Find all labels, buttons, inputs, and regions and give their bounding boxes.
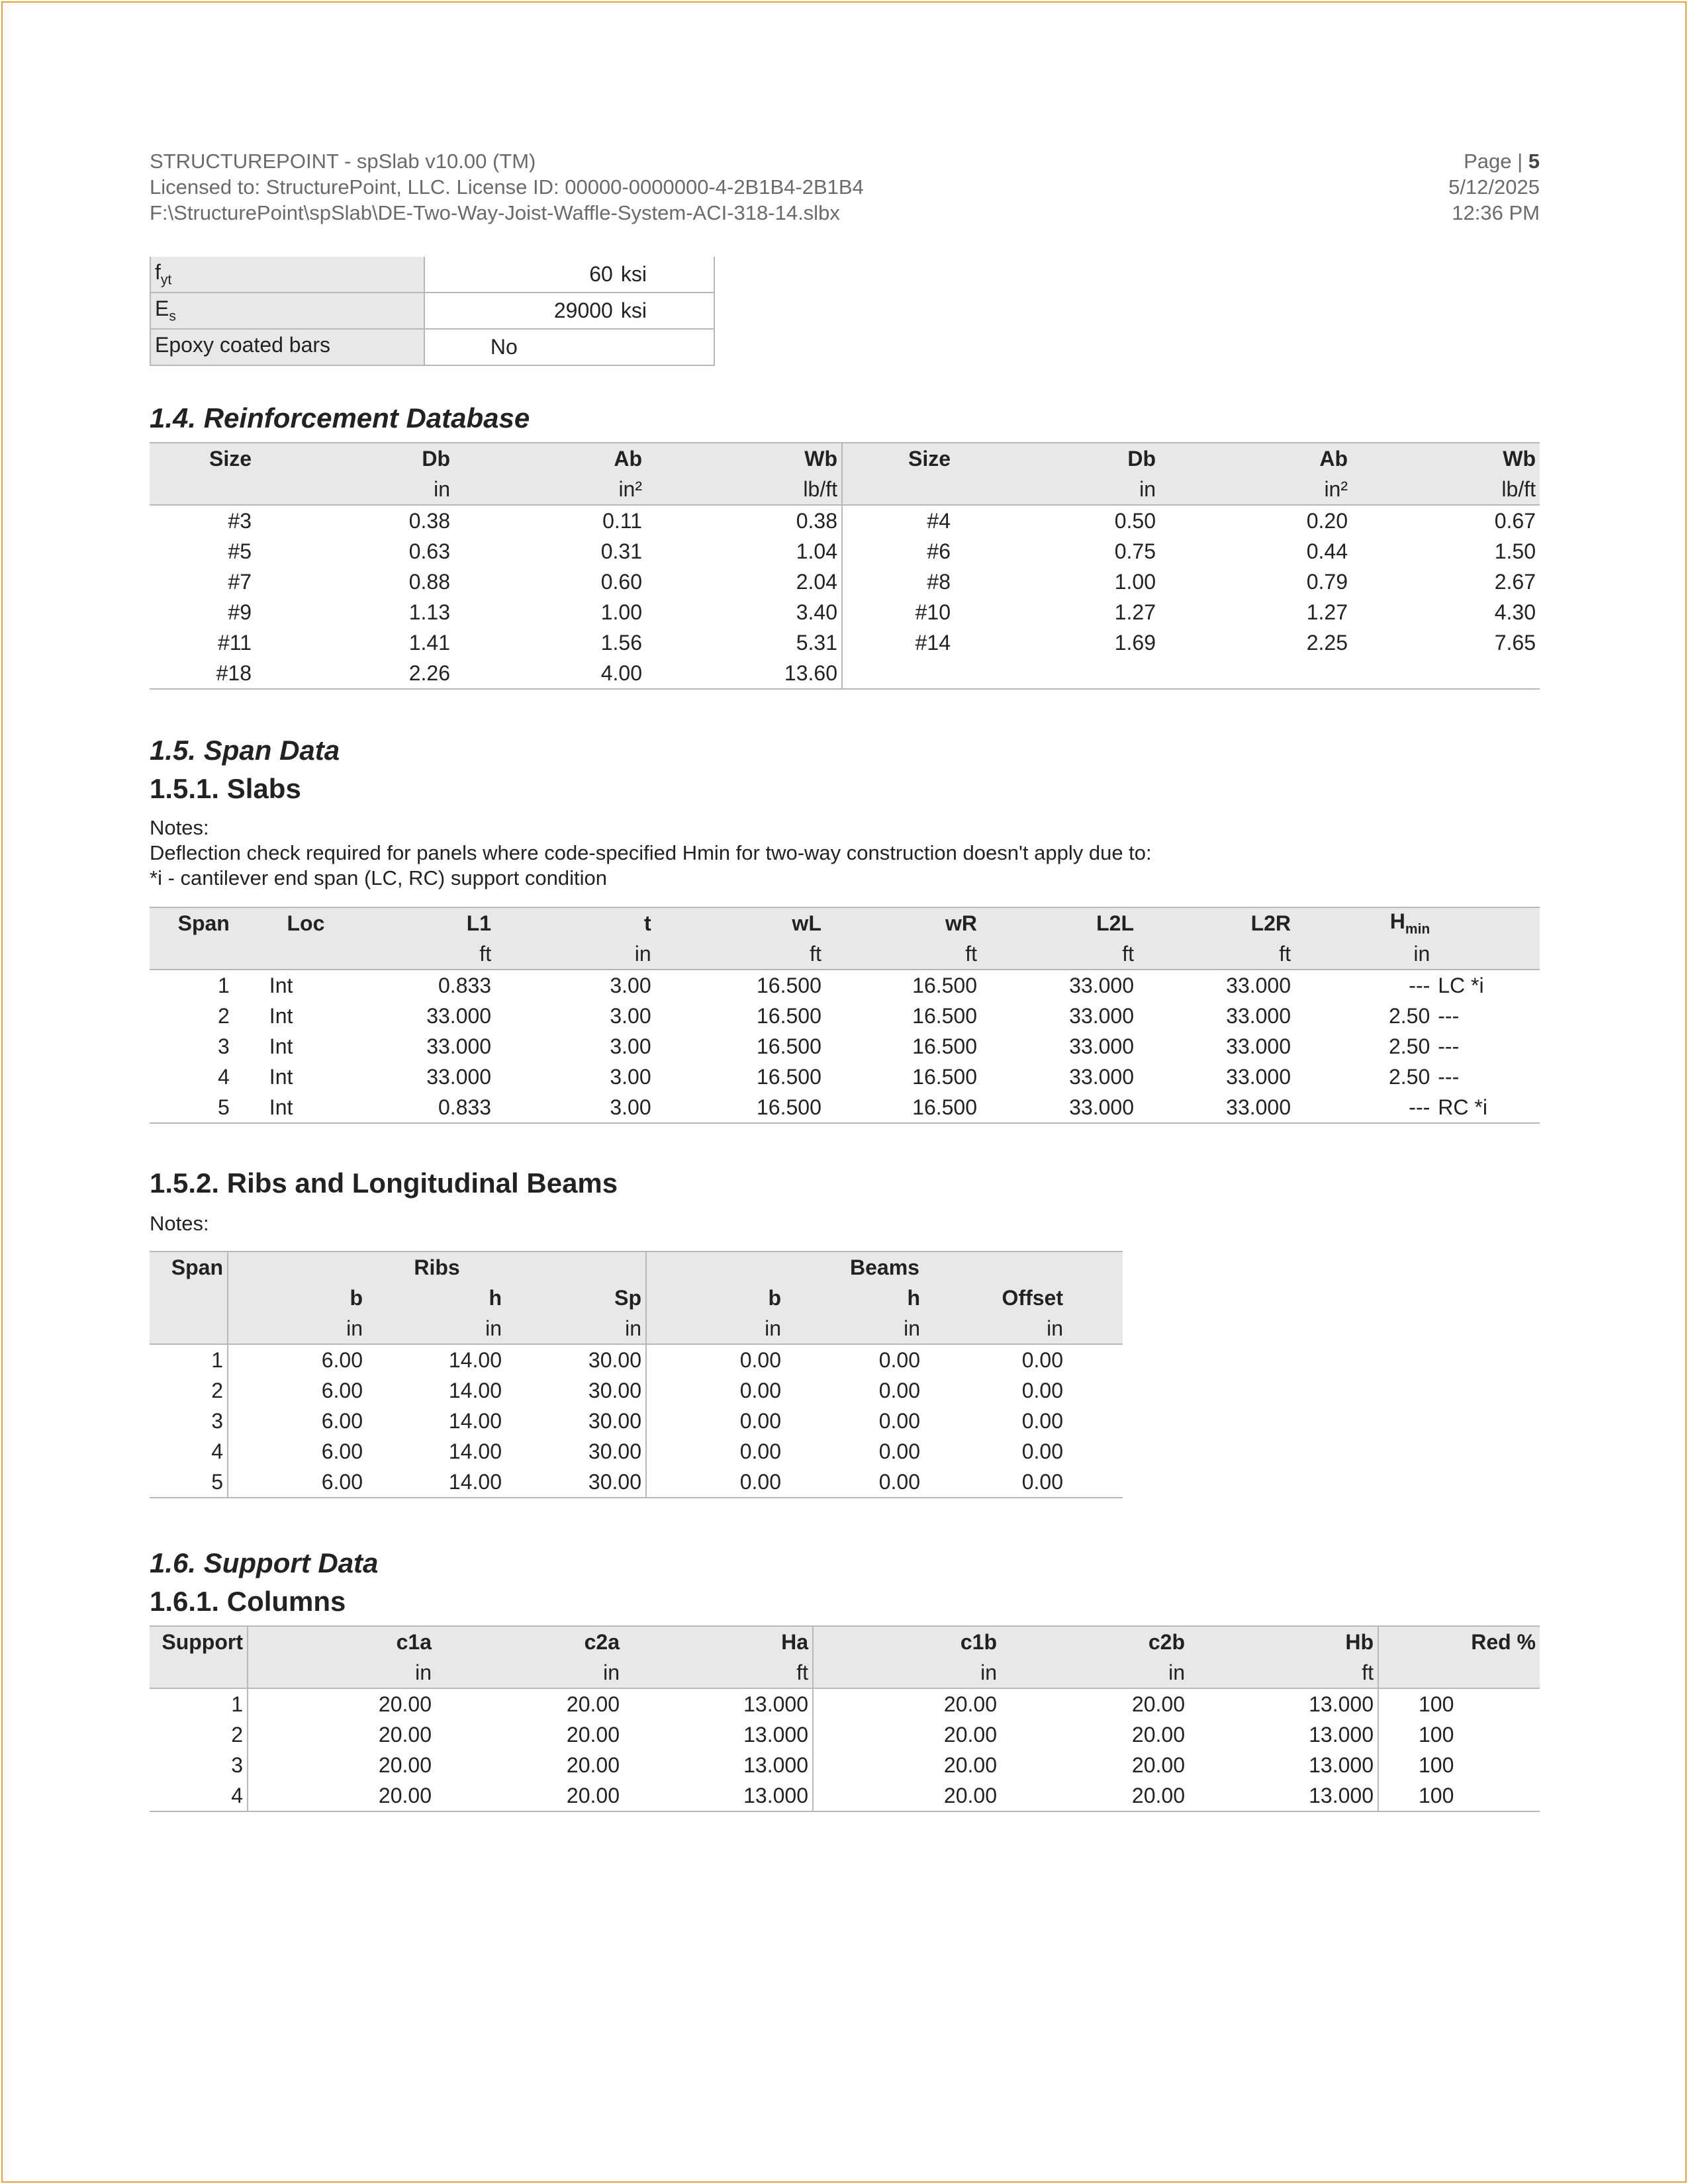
table-cell: 1.00 bbox=[600, 600, 642, 624]
table-cell: --- bbox=[1409, 1095, 1430, 1119]
unit-cell: in² bbox=[618, 477, 642, 501]
table-cell: --- bbox=[1438, 1034, 1460, 1058]
section-title-reinforcement: 1.4. Reinforcement Database bbox=[150, 402, 530, 433]
table-cell: 3.00 bbox=[610, 1095, 651, 1119]
table-cell: 30.00 bbox=[506, 1406, 646, 1436]
table-cell: 2.50 bbox=[1388, 1003, 1430, 1028]
unit-cell: in bbox=[603, 1660, 620, 1684]
unit-cell: in bbox=[1168, 1660, 1185, 1684]
table-units-row bbox=[150, 1657, 1540, 1688]
table-group-header-row bbox=[150, 1251, 1123, 1283]
column-header: h bbox=[907, 1285, 920, 1310]
column-header-hmin: $H_{min}$ bbox=[1389, 909, 1430, 937]
table-cell: 0.00 bbox=[878, 1347, 920, 1372]
table-cell: 0.00 bbox=[878, 1408, 920, 1433]
section-title-support-data: 1.6. Support Data bbox=[150, 1547, 379, 1578]
header-date: 5/12/2025 bbox=[1448, 175, 1540, 199]
unit-cell: lb/ft bbox=[1501, 477, 1536, 501]
table-cell: 4.00 bbox=[600, 660, 642, 685]
table-cell: #8 bbox=[927, 569, 951, 594]
table-cell: 0.00 bbox=[878, 1378, 920, 1402]
table-cell: 0.20 bbox=[1306, 508, 1348, 533]
table-row bbox=[150, 257, 714, 293]
table-cell: #6 bbox=[927, 539, 951, 563]
table-cell: 6.00 bbox=[321, 1408, 363, 1433]
column-header: Db bbox=[422, 446, 450, 471]
table-row bbox=[150, 1467, 1123, 1498]
table-cell: 20.00 bbox=[566, 1692, 620, 1716]
table-cell: 0.833 bbox=[438, 1095, 492, 1119]
table-row bbox=[150, 567, 1540, 597]
table-cell: 33.000 bbox=[1069, 973, 1135, 997]
group-header-ribs: Ribs bbox=[228, 1251, 646, 1283]
unit-cell bbox=[842, 474, 955, 505]
column-header: c1b bbox=[960, 1629, 997, 1654]
table-cell: 6.00 bbox=[321, 1347, 363, 1372]
table-cell: 13.000 bbox=[624, 1688, 813, 1719]
table-cell: 16.500 bbox=[912, 1003, 978, 1028]
table-cell: 0.79 bbox=[1306, 569, 1348, 594]
table-cell: 0.00 bbox=[739, 1347, 781, 1372]
subsection-title-slabs: 1.5.1. Slabs bbox=[150, 773, 301, 804]
table-cell: #4 bbox=[927, 508, 951, 533]
table-cell: 100 bbox=[1419, 1722, 1454, 1747]
table-cell: 33.000 bbox=[426, 1003, 492, 1028]
material-value: 60 bbox=[424, 257, 617, 293]
unit-cell: ft bbox=[810, 941, 821, 966]
column-header bbox=[150, 1283, 228, 1313]
table-cell: 30.00 bbox=[506, 1344, 646, 1375]
table-cell: 30.00 bbox=[506, 1436, 646, 1467]
table-cell: 1 bbox=[150, 1688, 248, 1719]
table-cell: 0.31 bbox=[600, 539, 642, 563]
table-cell: 3.00 bbox=[610, 1003, 651, 1028]
table-cell: Int bbox=[269, 1003, 293, 1028]
unit-cell bbox=[150, 1657, 248, 1688]
table-cell: 2.25 bbox=[1306, 630, 1348, 655]
notes-label: Notes: bbox=[150, 816, 209, 839]
table-cell: 33.000 bbox=[1069, 1003, 1135, 1028]
table-row bbox=[150, 1001, 1540, 1031]
table-cell: 30.00 bbox=[506, 1375, 646, 1406]
table-cell: 1 bbox=[150, 1344, 228, 1375]
header-license: Licensed to: StructurePoint, LLC. License ID: 00000-0000000-4-2B1B4-2B1B4 bbox=[150, 175, 864, 199]
table-cell: 14.00 bbox=[448, 1408, 502, 1433]
table-cell: 4 bbox=[218, 1064, 230, 1089]
column-header: Loc bbox=[287, 911, 325, 935]
column-header: c2b bbox=[1148, 1629, 1185, 1654]
table-row bbox=[150, 1375, 1123, 1406]
table-cell: 6.00 bbox=[321, 1378, 363, 1402]
column-header: Ab bbox=[1319, 446, 1348, 471]
table-row bbox=[150, 1092, 1540, 1123]
table-row bbox=[150, 597, 1540, 627]
table-cell: 13.000 bbox=[1189, 1780, 1378, 1811]
subsection-title-columns: 1.6.1. Columns bbox=[150, 1586, 346, 1617]
group-header-span: Span bbox=[150, 1251, 228, 1283]
table-cell: 2.04 bbox=[646, 567, 842, 597]
table-cell: 16.500 bbox=[912, 1034, 978, 1058]
unit-cell: ft bbox=[1122, 941, 1135, 966]
table-cell: 33.000 bbox=[1226, 1034, 1291, 1058]
table-row bbox=[150, 1406, 1123, 1436]
table-cell: 3.00 bbox=[610, 1064, 651, 1089]
material-unit: ksi bbox=[617, 257, 714, 293]
unit-cell: in bbox=[485, 1316, 502, 1340]
table-cell: 2 bbox=[218, 1003, 230, 1028]
table-cell: --- bbox=[1438, 1064, 1460, 1089]
unit-cell: in bbox=[980, 1660, 997, 1684]
table-cell: 33.000 bbox=[426, 1034, 492, 1058]
table-cell bbox=[842, 658, 955, 689]
table-cell: LC *i bbox=[1438, 973, 1484, 997]
table-cell: 14.00 bbox=[448, 1469, 502, 1494]
material-label: $E_s$ bbox=[150, 293, 424, 329]
table-row bbox=[150, 1344, 1123, 1375]
table-cell: 33.000 bbox=[426, 1064, 492, 1089]
table-header-row bbox=[150, 1626, 1540, 1657]
table-cell: 0.50 bbox=[1114, 508, 1156, 533]
table-cell: 2 bbox=[150, 1719, 248, 1750]
column-header: Ab bbox=[614, 446, 642, 471]
table-cell: 7.65 bbox=[1494, 630, 1536, 655]
table-cell: 0.00 bbox=[1021, 1439, 1063, 1463]
table-cell: 5 bbox=[218, 1095, 230, 1119]
table-row bbox=[150, 329, 714, 365]
unit-cell: ft bbox=[1279, 941, 1291, 966]
table-cell: 13.000 bbox=[1189, 1688, 1378, 1719]
table-units-row bbox=[150, 1313, 1123, 1344]
columns-table bbox=[150, 1625, 1540, 1812]
table-cell bbox=[955, 658, 1160, 689]
table-cell: 0.75 bbox=[1114, 539, 1156, 563]
unit-cell bbox=[1434, 938, 1540, 970]
slabs-table bbox=[150, 907, 1540, 1124]
ribs-notes-label: Notes: bbox=[150, 1212, 209, 1235]
table-cell: 5.31 bbox=[646, 627, 842, 658]
table-cell: 1.56 bbox=[600, 630, 642, 655]
table-cell: 100 bbox=[1419, 1692, 1454, 1716]
table-cell: 0.00 bbox=[1021, 1469, 1063, 1494]
table-cell: 20.00 bbox=[378, 1752, 432, 1777]
table-cell: 0.38 bbox=[646, 505, 842, 536]
table-cell: 4 bbox=[150, 1780, 248, 1811]
table-cell: 0.60 bbox=[600, 569, 642, 594]
table-cell: 20.00 bbox=[566, 1752, 620, 1777]
unit-cell: ft bbox=[965, 941, 978, 966]
table-cell: 1.04 bbox=[646, 536, 842, 567]
column-header: Offset bbox=[1002, 1285, 1063, 1310]
table-cell: RC *i bbox=[1438, 1095, 1487, 1119]
material-unit: ksi bbox=[617, 293, 714, 329]
header-time: 12:36 PM bbox=[1452, 201, 1540, 224]
table-cell: #10 bbox=[915, 600, 951, 624]
table-cell bbox=[1160, 658, 1352, 689]
table-cell: 2.26 bbox=[408, 660, 450, 685]
column-header: Support bbox=[150, 1626, 248, 1657]
table-cell: 0.00 bbox=[739, 1439, 781, 1463]
slabs-notes bbox=[150, 815, 1152, 891]
table-cell: 13.000 bbox=[624, 1750, 813, 1780]
table-row bbox=[150, 1436, 1123, 1467]
table-cell: 0.00 bbox=[1021, 1378, 1063, 1402]
table-cell: 14.00 bbox=[448, 1347, 502, 1372]
ribs-beams-table bbox=[150, 1251, 1123, 1498]
table-cell: 0.88 bbox=[408, 569, 450, 594]
column-header: L2R bbox=[1250, 911, 1291, 935]
table-cell: 20.00 bbox=[378, 1722, 432, 1747]
table-cell: 3 bbox=[218, 1034, 230, 1058]
material-properties-table bbox=[150, 257, 715, 366]
table-row bbox=[150, 970, 1540, 1001]
table-cell: #14 bbox=[915, 630, 951, 655]
table-cell: 20.00 bbox=[943, 1783, 997, 1807]
table-cell: 33.000 bbox=[1226, 1064, 1291, 1089]
unit-cell: in² bbox=[1324, 477, 1348, 501]
table-cell: 6.00 bbox=[321, 1439, 363, 1463]
table-row bbox=[150, 1062, 1540, 1092]
column-header: L2L bbox=[1096, 911, 1135, 935]
table-cell: #7 bbox=[228, 569, 252, 594]
table-cell: 0.00 bbox=[739, 1378, 781, 1402]
table-cell: 14.00 bbox=[448, 1439, 502, 1463]
table-cell bbox=[1352, 658, 1540, 689]
section-title-span-data: 1.5. Span Data bbox=[150, 735, 340, 766]
unit-cell: in bbox=[1413, 941, 1430, 966]
table-cell: 2 bbox=[150, 1375, 228, 1406]
table-cell: 3 bbox=[150, 1750, 248, 1780]
table-cell: 3 bbox=[150, 1406, 228, 1436]
table-row bbox=[150, 293, 714, 329]
unit-cell: ft bbox=[479, 941, 492, 966]
table-cell: 33.000 bbox=[1226, 1003, 1291, 1028]
table-cell: 0.44 bbox=[1306, 539, 1348, 563]
column-header: Sp bbox=[506, 1283, 646, 1313]
subsection-title-ribs: 1.5.2. Ribs and Longitudinal Beams bbox=[150, 1167, 618, 1199]
table-cell: 20.00 bbox=[1131, 1722, 1185, 1747]
table-cell: Int bbox=[269, 1064, 293, 1089]
table-cell: 0.00 bbox=[739, 1408, 781, 1433]
table-cell: 0.00 bbox=[1021, 1408, 1063, 1433]
table-cell: 0.00 bbox=[739, 1469, 781, 1494]
table-cell: 1.69 bbox=[1114, 630, 1156, 655]
column-header: h bbox=[489, 1285, 502, 1310]
unit-cell bbox=[1378, 1657, 1540, 1688]
table-cell: 33.000 bbox=[1069, 1064, 1135, 1089]
page-number: Page | 5 bbox=[1464, 150, 1540, 173]
table-cell: 0.63 bbox=[408, 539, 450, 563]
table-cell: #3 bbox=[228, 508, 252, 533]
table-units-row bbox=[150, 474, 1540, 505]
header-left bbox=[150, 148, 864, 226]
table-cell: 30.00 bbox=[506, 1467, 646, 1498]
reinforcement-table bbox=[150, 442, 1540, 690]
table-cell: 100 bbox=[1419, 1783, 1454, 1807]
column-header: b bbox=[768, 1285, 781, 1310]
column-header: Wb bbox=[1503, 446, 1536, 471]
table-cell: 1.41 bbox=[408, 630, 450, 655]
table-cell: 5 bbox=[150, 1467, 228, 1498]
table-cell: 4.30 bbox=[1494, 600, 1536, 624]
note-line: *i - cantilever end span (LC, RC) support condition bbox=[150, 866, 607, 889]
table-cell: 4 bbox=[150, 1436, 228, 1467]
table-cell: 100 bbox=[1419, 1752, 1454, 1777]
table-cell: 1.00 bbox=[1114, 569, 1156, 594]
column-header: wL bbox=[792, 911, 821, 935]
table-cell: #11 bbox=[217, 630, 252, 655]
note-line: Deflection check required for panels where code-specified Hmin for two-way construction doesn't apply due to: bbox=[150, 841, 1152, 864]
table-cell: #18 bbox=[216, 660, 252, 685]
unit-cell: ft bbox=[624, 1657, 813, 1688]
material-label: Epoxy coated bars bbox=[150, 329, 424, 365]
table-cell: 0.11 bbox=[602, 508, 642, 533]
table-cell: 16.500 bbox=[912, 1064, 978, 1089]
table-cell: 2.67 bbox=[1494, 569, 1536, 594]
table-cell: 14.00 bbox=[448, 1378, 502, 1402]
unit-cell bbox=[150, 474, 256, 505]
table-cell: 16.500 bbox=[756, 1003, 821, 1028]
unit-cell: in bbox=[765, 1316, 781, 1340]
material-unit bbox=[617, 329, 714, 365]
table-row bbox=[150, 658, 1540, 689]
table-cell: 16.500 bbox=[912, 1095, 978, 1119]
table-row bbox=[150, 627, 1540, 658]
table-cell: 1.27 bbox=[1306, 600, 1348, 624]
table-cell: 20.00 bbox=[1131, 1692, 1185, 1716]
table-cell: 13.000 bbox=[1189, 1750, 1378, 1780]
table-cell: 16.500 bbox=[912, 973, 978, 997]
unit-cell bbox=[150, 1313, 228, 1344]
table-header-row bbox=[150, 907, 1540, 938]
column-header: c2a bbox=[584, 1629, 620, 1654]
material-value: 29000 bbox=[424, 293, 617, 329]
table-cell: 0.00 bbox=[878, 1469, 920, 1494]
table-row bbox=[150, 1719, 1540, 1750]
table-cell: Int bbox=[269, 973, 293, 997]
table-cell: 20.00 bbox=[1131, 1752, 1185, 1777]
column-header: Size bbox=[209, 446, 252, 471]
table-cell: #9 bbox=[228, 600, 252, 624]
header-product: STRUCTUREPOINT - spSlab v10.00 (TM) bbox=[150, 150, 536, 173]
unit-cell: in bbox=[506, 1313, 646, 1344]
table-cell: 1.50 bbox=[1494, 539, 1536, 563]
table-cell: 20.00 bbox=[566, 1722, 620, 1747]
table-cell: 20.00 bbox=[1131, 1783, 1185, 1807]
table-header-row bbox=[150, 443, 1540, 474]
table-cell: 16.500 bbox=[756, 1095, 821, 1119]
table-row bbox=[150, 1780, 1540, 1811]
table-cell: 13.000 bbox=[1189, 1719, 1378, 1750]
table-cell: Int bbox=[269, 1034, 293, 1058]
column-header: Red % bbox=[1471, 1629, 1536, 1654]
table-row bbox=[150, 1688, 1540, 1719]
group-header-beams: Beams bbox=[850, 1255, 919, 1279]
table-cell: 2.50 bbox=[1388, 1064, 1430, 1089]
table-cell: 3.40 bbox=[646, 597, 842, 627]
table-cell: 0.833 bbox=[438, 973, 492, 997]
table-cell: 0.00 bbox=[1021, 1347, 1063, 1372]
table-cell: 16.500 bbox=[756, 973, 821, 997]
table-cell: 13.60 bbox=[646, 658, 842, 689]
table-cell: 20.00 bbox=[943, 1752, 997, 1777]
table-header-row bbox=[150, 1283, 1123, 1313]
table-cell: 0.38 bbox=[408, 508, 450, 533]
table-cell: 13.000 bbox=[624, 1719, 813, 1750]
unit-cell: in bbox=[634, 941, 651, 966]
material-value: No bbox=[424, 329, 617, 365]
column-header: Span bbox=[177, 911, 230, 935]
table-cell: Int bbox=[269, 1095, 293, 1119]
column-header: b bbox=[350, 1285, 363, 1310]
unit-cell: in bbox=[1139, 477, 1156, 501]
table-row bbox=[150, 1031, 1540, 1062]
unit-cell bbox=[234, 938, 329, 970]
table-cell: 16.500 bbox=[756, 1034, 821, 1058]
column-header: Size bbox=[908, 446, 951, 471]
column-header: Wb bbox=[646, 443, 842, 474]
table-cell: 1.27 bbox=[1114, 600, 1156, 624]
table-cell: 33.000 bbox=[1226, 1095, 1291, 1119]
table-row bbox=[150, 1750, 1540, 1780]
unit-cell: in bbox=[346, 1316, 363, 1340]
unit-cell: in bbox=[415, 1660, 432, 1684]
table-cell: 20.00 bbox=[378, 1692, 432, 1716]
table-cell: 1.13 bbox=[408, 600, 450, 624]
column-header: t bbox=[643, 911, 651, 935]
unit-cell: in bbox=[434, 477, 450, 501]
unit-cell: in bbox=[904, 1316, 920, 1340]
table-row bbox=[150, 505, 1540, 536]
table-cell: 1 bbox=[218, 973, 230, 997]
table-cell: #5 bbox=[228, 539, 252, 563]
table-row bbox=[150, 536, 1540, 567]
column-header: wR bbox=[945, 911, 978, 935]
table-cell: 33.000 bbox=[1069, 1034, 1135, 1058]
table-cell: 20.00 bbox=[943, 1692, 997, 1716]
column-header bbox=[1434, 907, 1540, 938]
table-cell: 0.00 bbox=[878, 1439, 920, 1463]
table-cell: 16.500 bbox=[756, 1064, 821, 1089]
table-cell: --- bbox=[1409, 973, 1430, 997]
unit-cell: ft bbox=[1189, 1657, 1378, 1688]
table-cell: 33.000 bbox=[1069, 1095, 1135, 1119]
column-header: Ha bbox=[624, 1626, 813, 1657]
table-cell: --- bbox=[1438, 1003, 1460, 1028]
table-cell: 20.00 bbox=[378, 1783, 432, 1807]
column-header: c1a bbox=[396, 1629, 432, 1654]
table-cell: 20.00 bbox=[566, 1783, 620, 1807]
column-header: L1 bbox=[466, 911, 492, 935]
table-units-row bbox=[150, 938, 1540, 970]
header-file-path: F:\StructurePoint\spSlab\DE-Two-Way-Joist-Waffle-System-ACI-318-14.slbx bbox=[150, 201, 840, 224]
table-cell: 13.000 bbox=[624, 1780, 813, 1811]
table-cell: 20.00 bbox=[943, 1722, 997, 1747]
column-header: Hb bbox=[1189, 1626, 1378, 1657]
table-cell: 0.67 bbox=[1494, 508, 1536, 533]
column-header: Db bbox=[1127, 446, 1156, 471]
table-cell: 6.00 bbox=[321, 1469, 363, 1494]
table-cell: 33.000 bbox=[1226, 973, 1291, 997]
material-label: $f_{yt}$ bbox=[150, 257, 424, 293]
table-cell: 3.00 bbox=[610, 973, 651, 997]
unit-cell: in bbox=[1047, 1316, 1063, 1340]
table-cell: 2.50 bbox=[1388, 1034, 1430, 1058]
header-right bbox=[1448, 148, 1540, 226]
unit-cell: lb/ft bbox=[646, 474, 842, 505]
table-cell: 3.00 bbox=[610, 1034, 651, 1058]
unit-cell bbox=[150, 938, 234, 970]
